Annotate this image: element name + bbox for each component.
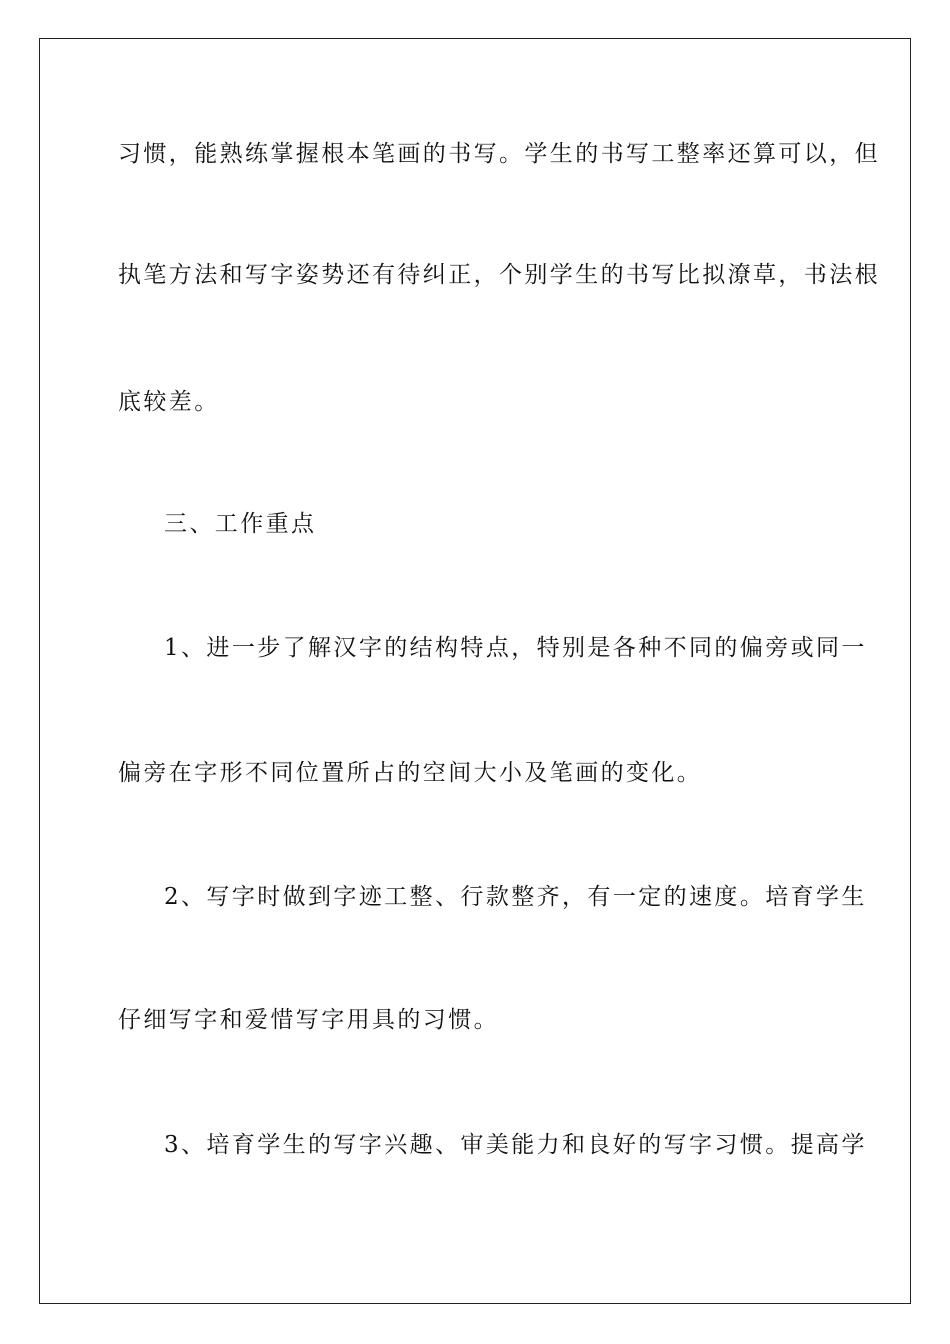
page-border — [39, 38, 911, 1304]
paragraph-line-1: 习惯，能熟练掌握根本笔画的书写。学生的书写工整率还算可以，但 — [118, 141, 880, 167]
list-item-2-line-1: 2、写字时做到字迹工整、行款整齐，有一定的速度。培育学生 — [164, 884, 867, 910]
section-heading: 三、工作重点 — [164, 511, 317, 537]
paragraph-line-3: 底较差。 — [118, 389, 220, 415]
list-item-2-line-2: 仔细写字和爱惜写字用具的习惯。 — [118, 1007, 499, 1033]
list-item-1-line-1: 1、进一步了解汉字的结构特点，特别是各种不同的偏旁或同一 — [164, 635, 867, 661]
paragraph-line-2: 执笔方法和写字姿势还有待纠正，个别学生的书写比拟潦草，书法根 — [118, 262, 880, 288]
list-item-1-line-2: 偏旁在字形不同位置所占的空间大小及笔画的变化。 — [118, 760, 703, 786]
list-item-3-line-1: 3、培育学生的写字兴趣、审美能力和良好的写字习惯。提高学 — [164, 1132, 867, 1158]
